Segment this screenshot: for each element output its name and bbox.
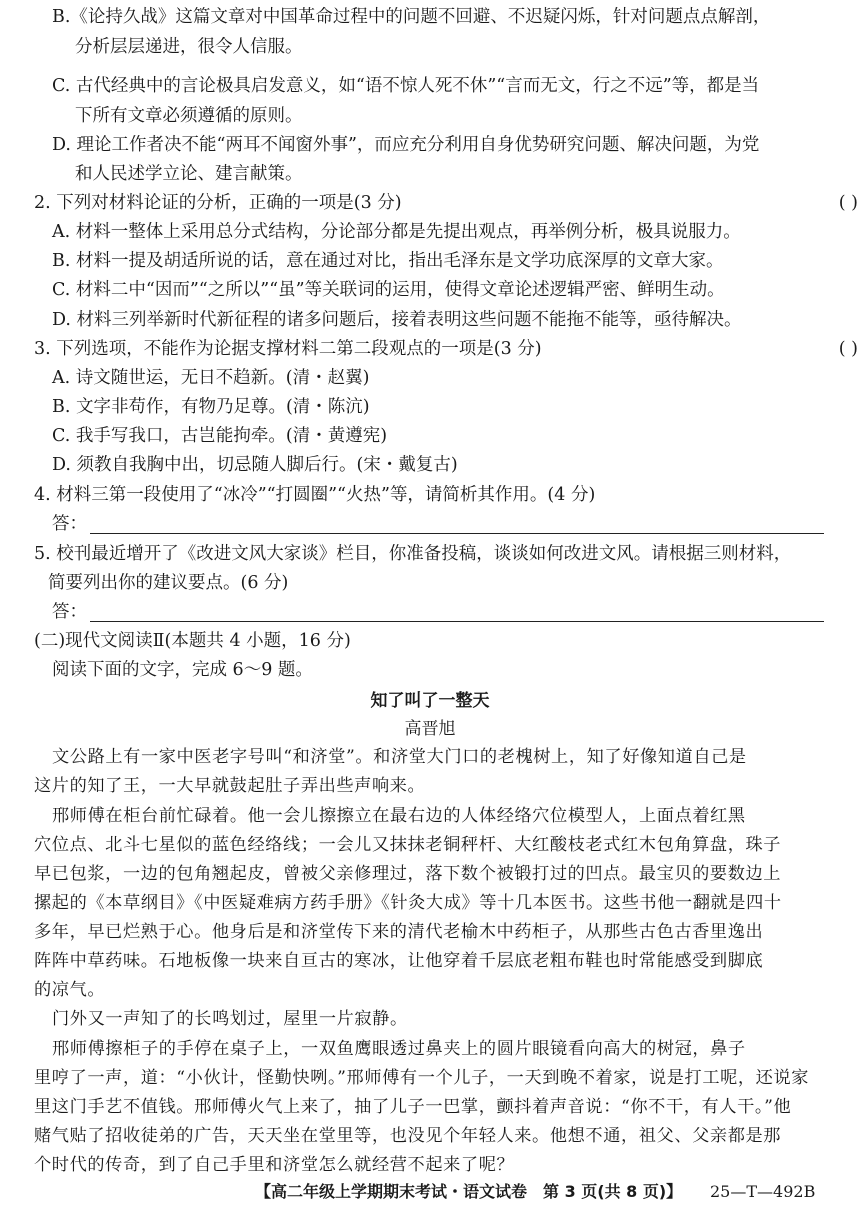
story-line: 多年，早已烂熟于心。他身后是和济堂传下来的清代老榆木中药柜子，从那些古色古香里逸出 bbox=[34, 922, 764, 942]
q4-answer-line[interactable] bbox=[90, 533, 824, 534]
story-line: 阵阵中草药味。石地板像一块来自亘古的寒冰，让他穿着千层底老粗布鞋也时常能感受到脚底 bbox=[34, 951, 764, 971]
q2-answer-paren: ( ) bbox=[838, 193, 858, 213]
story-title: 知了叫了一整天 bbox=[370, 691, 490, 711]
story-line: 里这门手艺不值钱。邢师傅火气上来了，抽了儿子一巴掌，颤抖着声音说：“你不干，有人干。”他 bbox=[34, 1097, 792, 1117]
q5-answer-label: 答： bbox=[52, 602, 87, 622]
q3-option-a: A. 诗文随世运，无日不趋新。(清・赵翼) bbox=[52, 368, 370, 388]
story-line: 早已包浆，一边的包角翘起皮，曾被父亲修理过，落下数个被锻打过的凹点。最宝贝的要数边上 bbox=[34, 864, 782, 884]
story-line: 文公路上有一家中医老字号叫“和济堂”。和济堂大门口的老槐树上，知了好像知道自己是 bbox=[52, 747, 747, 767]
q4-stem: 4. 材料三第一段使用了“冰冷”“打圆圈”“火热”等，请简析其作用。(4 分) bbox=[34, 485, 596, 505]
q1-option-d-line1: D. 理论工作者决不能“两耳不闻窗外事”，而应充分利用自身优势研究问题、解决问题，为党 bbox=[52, 135, 760, 155]
footer-exam-info: 【高二年级上学期期末考试・语文试卷 第 3 页(共 8 页)】 bbox=[255, 1182, 683, 1201]
story-line: 个时代的传奇，到了自己手里和济堂怎么就经营不起来了呢？ bbox=[34, 1155, 515, 1175]
q1-option-c-line2: 下所有文章必须遵循的原则。 bbox=[75, 106, 303, 126]
story-line: 的凉气。 bbox=[34, 980, 106, 1000]
story-line: 赌气贴了招收徒弟的广告，天天坐在堂里等，也没见个年轻人来。他想不通，祖父、父亲都是那 bbox=[34, 1126, 782, 1146]
story-author: 高晋旭 bbox=[404, 719, 456, 739]
story-line: 摞起的《本草纲目》《中医疑难病方药手册》《针灸大成》等十几本医书。这些书他一翻就是四十 bbox=[34, 893, 782, 913]
story-line: 这片的知了王，一大早就鼓起肚子弄出些声响来。 bbox=[34, 776, 426, 796]
story-line: 里哼了一声，道：“小伙计，怪勤快咧。”邢师傅有一个儿子，一天到晚不着家，说是打工呢，还说家 bbox=[34, 1068, 810, 1088]
q3-stem: 3. 下列选项，不能作为论据支撑材料二第二段观点的一项是(3 分) bbox=[34, 339, 542, 359]
q1-option-b-line1: B.《论持久战》这篇文章对中国革命过程中的问题不回避、不迟疑闪烁，针对问题点点解剖， bbox=[52, 7, 771, 27]
q2-option-d: D. 材料三列举新时代新征程的诸多问题后，接着表明这些问题不能拖不能等，亟待解决。 bbox=[52, 310, 742, 330]
q1-option-c-line1: C. 古代经典中的言论极具启发意义，如“语不惊人死不休”“言而无文，行之不远”等，都是当 bbox=[52, 76, 760, 96]
q2-option-c: C. 材料二中“因而”“之所以”“虽”等关联词的运用，使得文章论述逻辑严密、鲜明生动。 bbox=[52, 280, 725, 300]
q2-option-a: A. 材料一整体上采用总分式结构，分论部分都是先提出观点，再举例分析，极具说服力。 bbox=[52, 222, 741, 242]
q5-answer-line[interactable] bbox=[90, 621, 824, 622]
story-line: 穴位点、北斗七星似的蓝色经络线；一会儿又抹抹老铜秤杆、大红酸枝老式红木包角算盘，珠子 bbox=[34, 835, 782, 855]
q5-stem-line2: 简要列出你的建议要点。(6 分) bbox=[48, 573, 289, 593]
q2-option-b: B. 材料一提及胡适所说的话，意在通过对比，指出毛泽东是文学功底深厚的文章大家。 bbox=[52, 251, 724, 271]
q3-option-c: C. 我手写我口，古岂能拘牵。(清・黄遵宪) bbox=[52, 426, 388, 446]
page-footer bbox=[0, 1177, 860, 1207]
story-line: 邢师傅在柜台前忙碌着。他一会儿擦擦立在最右边的人体经络穴位模型人，上面点着红黑 bbox=[52, 806, 746, 826]
section-heading: (二)现代文阅读Ⅱ(本题共 4 小题，16 分) bbox=[34, 631, 351, 651]
q4-answer-label: 答： bbox=[52, 514, 87, 534]
q5-stem-line1: 5. 校刊最近增开了《改进文风大家谈》栏目，你准备投稿，谈谈如何改进文风。请根据三则材料， bbox=[34, 544, 792, 564]
q2-stem-row bbox=[0, 188, 860, 218]
q1-option-b-line2: 分析层层递进，很令人信服。 bbox=[75, 37, 303, 57]
section-instruction: 阅读下面的文字，完成 6～9 题。 bbox=[52, 660, 313, 680]
q2-stem: 2. 下列对材料论证的分析，正确的一项是(3 分) bbox=[34, 193, 402, 213]
q1-option-d-line2: 和人民述学立论、建言献策。 bbox=[75, 164, 303, 184]
q3-option-b: B. 文字非苟作，有物乃足尊。(清・陈沆) bbox=[52, 397, 370, 417]
story-line: 邢师傅擦柜子的手停在桌子上，一双鱼鹰眼透过鼻夹上的圆片眼镜看向高大的树冠，鼻子 bbox=[52, 1039, 746, 1059]
q3-stem-row bbox=[0, 334, 860, 364]
q3-option-d: D. 须教自我胸中出，切忌随人脚后行。(宋・戴复古) bbox=[52, 455, 458, 475]
q3-answer-paren: ( ) bbox=[838, 339, 858, 359]
story-line: 门外又一声知了的长鸣划过，屋里一片寂静。 bbox=[52, 1009, 408, 1029]
footer-paper-code: 25—T—492B bbox=[710, 1182, 816, 1201]
